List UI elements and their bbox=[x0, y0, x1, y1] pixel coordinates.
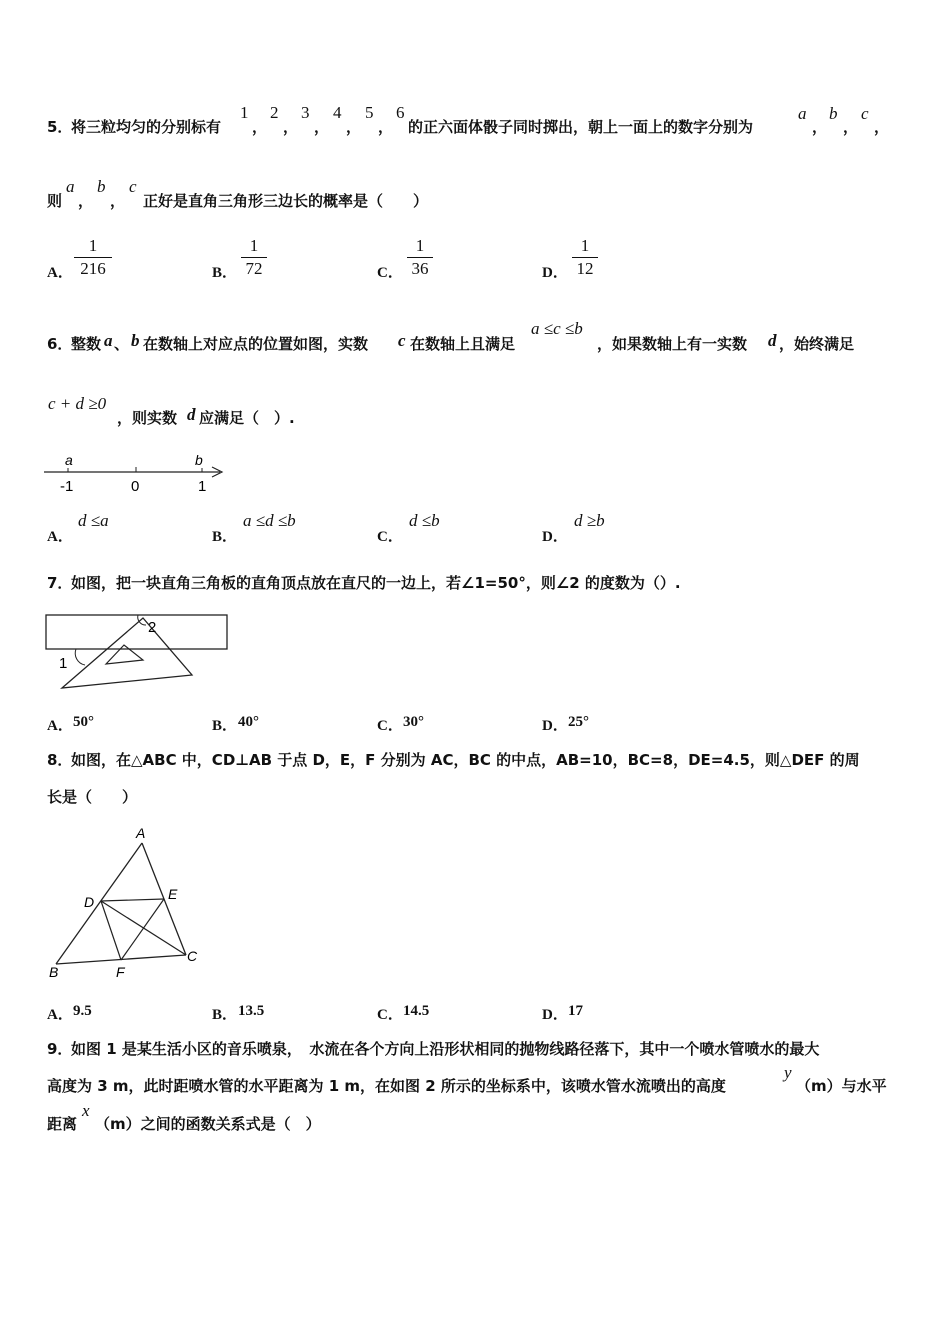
q5-var-a: a bbox=[66, 177, 75, 196]
q5-sep: ， bbox=[378, 118, 394, 136]
q5-sep: ， bbox=[283, 118, 299, 136]
q8-option-b-label: B． bbox=[212, 1007, 238, 1023]
q6-text-part1b: 在数轴上对应点的位置如图，实数 bbox=[143, 335, 369, 353]
q5-sep: ， bbox=[314, 118, 330, 136]
fraction-bar bbox=[74, 257, 112, 258]
q5-option-c-fraction bbox=[407, 236, 433, 279]
q5-line2-start: 则 bbox=[47, 192, 63, 210]
segment-de bbox=[101, 899, 164, 901]
q7-option-c-value: 30° bbox=[403, 714, 424, 730]
fraction-bar bbox=[407, 257, 433, 258]
q6-option-b-label: B． bbox=[212, 529, 238, 545]
segment-ef bbox=[121, 899, 164, 960]
angle-1-label: 1 bbox=[59, 655, 68, 672]
q5-option-c-label: C． bbox=[377, 265, 403, 281]
fraction-numerator: 1 bbox=[415, 236, 425, 255]
q6-var-b: b bbox=[131, 331, 140, 350]
q5-sep: ， bbox=[843, 118, 859, 136]
point-a-label: A bbox=[136, 825, 146, 841]
q6-text-part1a: 整数 bbox=[71, 335, 102, 353]
axis-label-a: a bbox=[65, 452, 73, 468]
q5-face-1: 1 bbox=[240, 103, 249, 122]
tick-label-1: 1 bbox=[198, 478, 207, 495]
q5-face-3: 3 bbox=[301, 103, 310, 122]
fraction-denominator: 12 bbox=[576, 259, 594, 278]
fraction-bar bbox=[241, 257, 267, 258]
q5-var-c: c bbox=[129, 177, 137, 196]
q5-number: 5． bbox=[47, 118, 73, 136]
q5-face-5: 5 bbox=[365, 103, 374, 122]
q9-text-line1: 如图 1 是某生活小区的音乐喷泉， 水流在各个方向上沿形状相同的抛物线路径落下，其中一个喷水管喷水的最大 bbox=[71, 1040, 820, 1058]
q7-option-d-label: D． bbox=[542, 718, 568, 734]
q5-var-c: c bbox=[861, 104, 869, 123]
fraction-bar bbox=[572, 257, 598, 258]
q5-option-d-fraction bbox=[572, 236, 598, 279]
q6-var-d: d bbox=[768, 331, 777, 350]
q9-number: 9． bbox=[47, 1040, 73, 1058]
q5-option-b-fraction bbox=[241, 236, 267, 279]
fraction-denominator: 216 bbox=[80, 259, 106, 278]
q5-var-a: a bbox=[798, 104, 807, 123]
q7-option-b-label: B． bbox=[212, 718, 238, 734]
point-e-label: E bbox=[168, 886, 178, 902]
q5-face-4: 4 bbox=[333, 103, 342, 122]
q6-option-c-expr: d ≤b bbox=[409, 511, 440, 530]
q7-text: 如图，把一块直角三角板的直角顶点放在直尺的一边上，若∠1=50°，则∠2 的度数为（）. bbox=[71, 574, 681, 592]
q7-option-a-label: A． bbox=[47, 718, 73, 734]
q6-var-d: d bbox=[187, 405, 196, 424]
fraction-numerator: 1 bbox=[88, 236, 98, 255]
axis-label-b: b bbox=[195, 452, 203, 468]
q9-text-line3a: 距离 bbox=[47, 1115, 78, 1133]
q5-text-part1: 将三粒均匀的分别标有 bbox=[71, 118, 222, 136]
set-square-inner bbox=[106, 645, 143, 664]
q8-option-c-label: C． bbox=[377, 1007, 403, 1023]
q6-text-part1d: ，如果数轴上有一实数 bbox=[597, 335, 748, 353]
q5-option-a-fraction bbox=[74, 236, 112, 279]
fraction-denominator: 72 bbox=[245, 259, 263, 278]
q8-option-d-value: 17 bbox=[568, 1003, 583, 1019]
q6-option-a-label: A． bbox=[47, 529, 73, 545]
q7-number: 7． bbox=[47, 574, 73, 592]
fraction-denominator: 36 bbox=[411, 259, 429, 278]
q8-option-a-label: A． bbox=[47, 1007, 73, 1023]
q6-option-d-expr: d ≥b bbox=[574, 511, 605, 530]
q8-option-a-value: 9.5 bbox=[73, 1003, 92, 1019]
q8-option-c-value: 14.5 bbox=[403, 1003, 430, 1019]
angle-1-arc bbox=[75, 649, 85, 665]
q5-var-b: b bbox=[829, 104, 838, 123]
q8-number: 8． bbox=[47, 751, 73, 769]
q6-condition-2: c + d ≥0 bbox=[48, 394, 107, 413]
q6-text-part1c: 在数轴上且满足 bbox=[410, 335, 516, 353]
q9-var-x: x bbox=[82, 1101, 90, 1120]
angle-2-label: 2 bbox=[148, 619, 157, 636]
q6-var-c: c bbox=[398, 331, 406, 350]
q6-var-a: a bbox=[104, 331, 113, 350]
q6-separator: 、 bbox=[114, 335, 130, 353]
q7-option-b-value: 40° bbox=[238, 714, 259, 730]
q6-text-part1e: ，始终满足 bbox=[779, 335, 855, 353]
q9-text-line2a: 高度为 3 m，此时距喷水管的水平距离为 1 m，在如图 2 所示的坐标系中，该喷水管水流喷出的高度 bbox=[47, 1077, 726, 1095]
q8-text-line2: 长是（ ） bbox=[47, 788, 138, 806]
q7-option-a-value: 50° bbox=[73, 714, 94, 730]
q5-text-part3: 正好是直角三角形三边长的概率是（ ） bbox=[143, 192, 429, 210]
q5-var-b: b bbox=[97, 177, 106, 196]
segment-df bbox=[101, 901, 121, 960]
q6-text-part2a: ，则实数 bbox=[117, 409, 178, 427]
ruler bbox=[46, 615, 227, 649]
q9-var-y: y bbox=[784, 1063, 792, 1082]
q5-text-part2: 的正六面体骰子同时掷出，朝上一面上的数字分别为 bbox=[408, 118, 754, 136]
q5-sep: ， bbox=[110, 192, 126, 210]
q5-option-a-label: A． bbox=[47, 265, 73, 281]
q5-sep: ， bbox=[252, 118, 268, 136]
q7-option-d-value: 25° bbox=[568, 714, 589, 730]
tick-label-neg1: -1 bbox=[60, 478, 74, 495]
q5-face-2: 2 bbox=[270, 103, 279, 122]
q6-text-part2b: 应满足（ ）. bbox=[199, 409, 295, 427]
point-c-label: C bbox=[187, 948, 198, 964]
q5-option-d-label: D． bbox=[542, 265, 568, 281]
q6-number-line bbox=[40, 448, 230, 496]
q8-option-b-value: 13.5 bbox=[238, 1003, 265, 1019]
q6-number: 6． bbox=[47, 335, 73, 353]
point-d-label: D bbox=[84, 894, 95, 910]
q9-text-line2b: （m）与水平 bbox=[796, 1077, 887, 1095]
q5-sep: ， bbox=[874, 118, 890, 136]
q6-option-c-label: C． bbox=[377, 529, 403, 545]
q8-triangle-figure bbox=[44, 823, 206, 985]
tick-label-0: 0 bbox=[131, 478, 140, 495]
q6-option-b-expr: a ≤d ≤b bbox=[243, 511, 296, 530]
q5-option-b-label: B． bbox=[212, 265, 238, 281]
q5-sep: ， bbox=[78, 192, 94, 210]
q8-text-line1: 如图，在△ABC 中，CD⊥AB 于点 D，E，F 分别为 AC，BC 的中点，AB=10，BC=8，DE=4.5，则△DEF 的周 bbox=[71, 751, 860, 769]
q5-face-6: 6 bbox=[396, 103, 405, 122]
q5-sep: ， bbox=[346, 118, 362, 136]
point-f-label: F bbox=[116, 964, 125, 980]
q7-ruler-triangle-figure bbox=[42, 610, 234, 692]
side-ab bbox=[56, 843, 142, 964]
fraction-numerator: 1 bbox=[249, 236, 259, 255]
fraction-numerator: 1 bbox=[580, 236, 590, 255]
q7-option-c-label: C． bbox=[377, 718, 403, 734]
q8-option-d-label: D． bbox=[542, 1007, 568, 1023]
point-b-label: B bbox=[49, 964, 59, 980]
set-square-outer bbox=[62, 618, 192, 688]
q6-condition-1: a ≤c ≤b bbox=[531, 319, 583, 338]
q5-sep: ， bbox=[812, 118, 828, 136]
q6-option-a-expr: d ≤a bbox=[78, 511, 109, 530]
q9-text-line3b: （m）之间的函数关系式是（ ） bbox=[95, 1115, 321, 1133]
q6-option-d-label: D． bbox=[542, 529, 568, 545]
